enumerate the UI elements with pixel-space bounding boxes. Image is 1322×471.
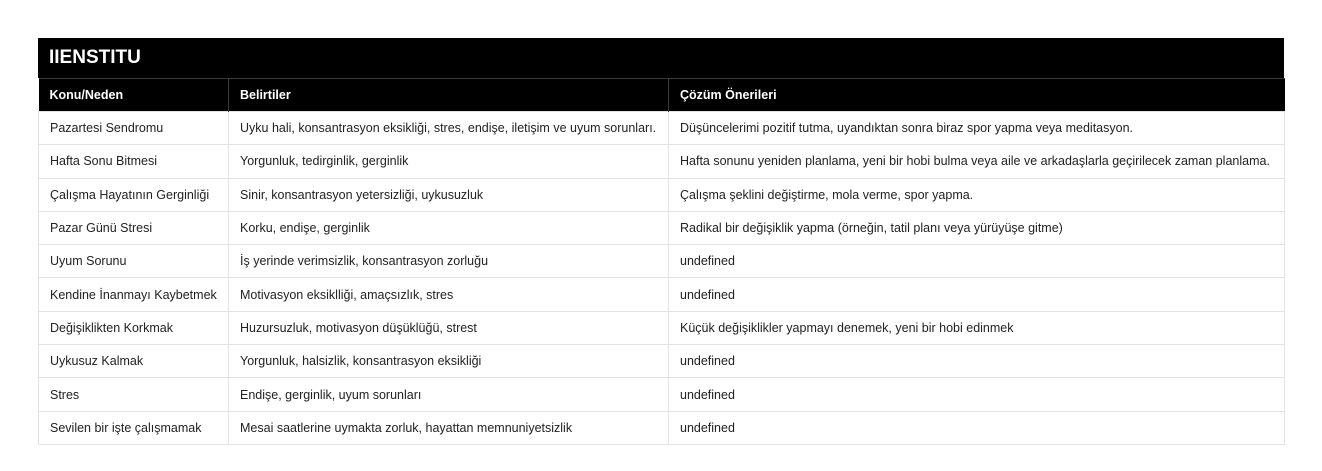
table-row [39, 378, 1285, 411]
cell-topic: Uyum Sorunu [39, 245, 229, 278]
brand-title: IIENSTITU [38, 38, 1284, 78]
data-table [38, 78, 1285, 445]
table-row [39, 112, 1285, 145]
cell-symptoms: İş yerinde verimsizlik, konsantrasyon zorluğu [229, 245, 669, 278]
cell-topic: Sevilen bir işte çalışmamak [39, 411, 229, 444]
cell-solutions: Çalışma şeklini değiştirme, mola verme, spor yapma. [669, 178, 1285, 211]
cell-solutions: Radikal bir değişiklik yapma (örneğin, tatil planı veya yürüyüşe gitme) [669, 211, 1285, 244]
cell-topic: Hafta Sonu Bitmesi [39, 145, 229, 178]
cell-solutions: Düşüncelerimi pozitif tutma, uyandıktan sonra biraz spor yapma veya meditasyon. [669, 112, 1285, 145]
cell-symptoms: Yorgunluk, halsizlik, konsantrasyon eksikliği [229, 345, 669, 378]
cell-symptoms: Motivasyon eksiklliği, amaçsızlık, stres [229, 278, 669, 311]
table-row [39, 178, 1285, 211]
cell-topic: Çalışma Hayatının Gerginliği [39, 178, 229, 211]
table-row [39, 311, 1285, 344]
cell-symptoms: Endişe, gerginlik, uyum sorunları [229, 378, 669, 411]
cell-symptoms: Yorgunluk, tedirginlik, gerginlik [229, 145, 669, 178]
cell-solutions: undefined [669, 411, 1285, 444]
cell-topic: Uykusuz Kalmak [39, 345, 229, 378]
table-row [39, 278, 1285, 311]
cell-topic: Pazartesi Sendromu [39, 112, 229, 145]
cell-topic: Değişiklikten Korkmak [39, 311, 229, 344]
table-container [38, 38, 1284, 445]
table-row [39, 145, 1285, 178]
header-symptoms: Belirtiler [229, 79, 669, 112]
table-row [39, 211, 1285, 244]
cell-topic: Kendine İnanmayı Kaybetmek [39, 278, 229, 311]
cell-solutions: Küçük değişiklikler yapmayı denemek, yeni bir hobi edinmek [669, 311, 1285, 344]
table-row [39, 411, 1285, 444]
cell-symptoms: Uyku hali, konsantrasyon eksikliği, stres, endişe, iletişim ve uyum sorunları. [229, 112, 669, 145]
header-solutions: Çözüm Önerileri [669, 79, 1285, 112]
header-row [39, 79, 1285, 112]
table-row [39, 245, 1285, 278]
cell-topic: Pazar Günü Stresi [39, 211, 229, 244]
header-topic: Konu/Neden [39, 79, 229, 112]
cell-symptoms: Mesai saatlerine uymakta zorluk, hayattan memnuniyetsizlik [229, 411, 669, 444]
cell-solutions: undefined [669, 345, 1285, 378]
table-row [39, 345, 1285, 378]
cell-solutions: undefined [669, 378, 1285, 411]
cell-solutions: undefined [669, 245, 1285, 278]
cell-symptoms: Korku, endişe, gerginlik [229, 211, 669, 244]
cell-symptoms: Sinir, konsantrasyon yetersizliği, uykusuzluk [229, 178, 669, 211]
cell-symptoms: Huzursuzluk, motivasyon düşüklüğü, strest [229, 311, 669, 344]
cell-topic: Stres [39, 378, 229, 411]
cell-solutions: undefined [669, 278, 1285, 311]
cell-solutions: Hafta sonunu yeniden planlama, yeni bir hobi bulma veya aile ve arkadaşlarla geçirilecek zaman planlama. [669, 145, 1285, 178]
